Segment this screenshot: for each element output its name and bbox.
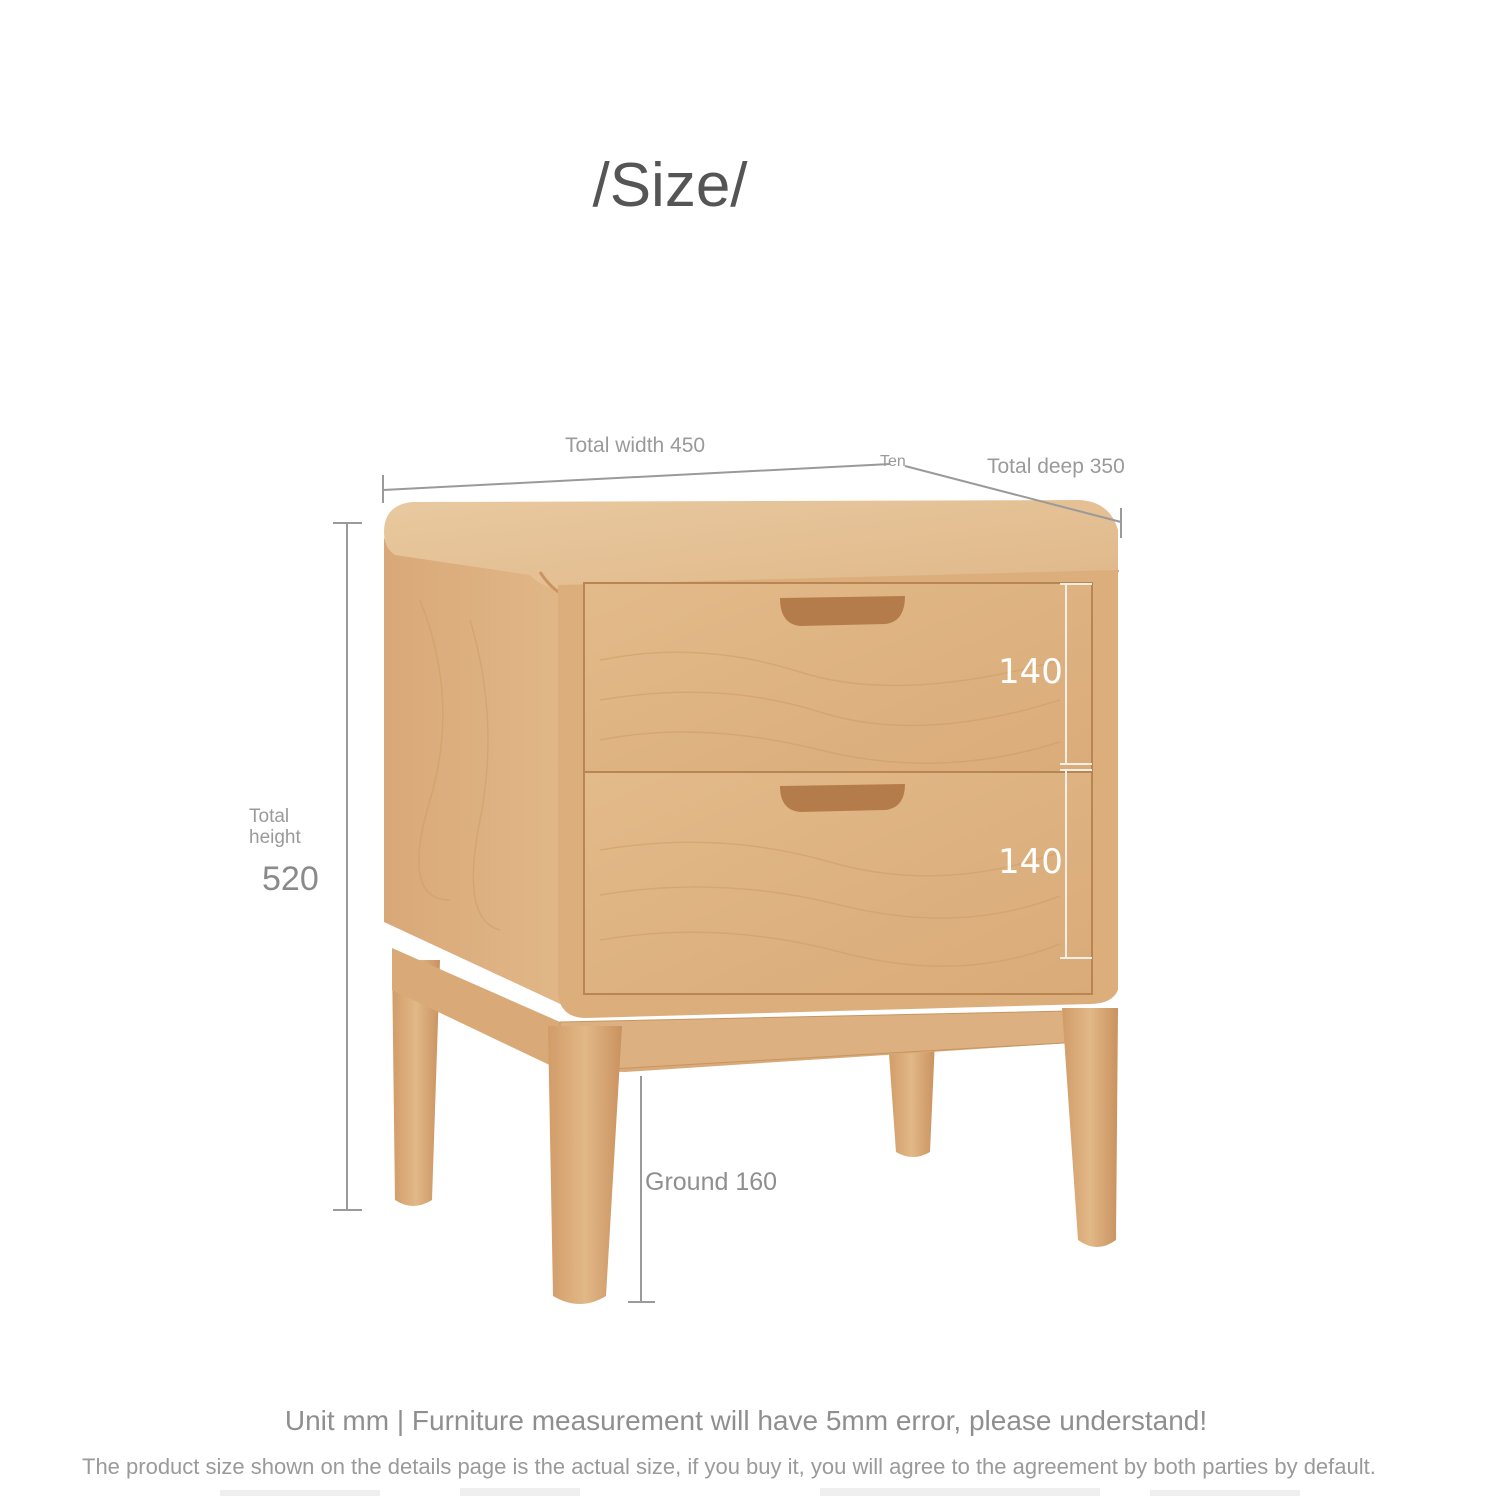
ten-label: Ten <box>880 453 906 470</box>
total-width-label: Total width 450 <box>565 434 706 457</box>
bottom-texture <box>220 1488 1300 1496</box>
cabinet-side <box>384 522 584 1006</box>
total-deep-label: Total deep 350 <box>987 455 1125 478</box>
drawer-2-handle <box>780 784 905 812</box>
unit-note: Unit mm | Furniture measurement will have 5mm error, please understand! <box>284 1405 1208 1436</box>
ground-clearance-label: Ground 160 <box>645 1168 778 1196</box>
drawer-1-height-label: 140 <box>998 652 1063 692</box>
page-title: /Size/ <box>592 151 748 220</box>
total-height-label: Total height <box>249 806 301 848</box>
base-rail-front <box>560 1010 1115 1072</box>
agreement-note: The product size shown on the details page is the actual size, if you buy it, you will agree to the agreement by both parties by default. <box>82 1454 1376 1479</box>
front-left-leg <box>548 1026 622 1304</box>
drawer-2-height-label: 140 <box>998 842 1063 882</box>
back-right-leg <box>888 1040 935 1157</box>
total-height-value: 520 <box>262 860 319 898</box>
front-right-leg <box>1062 1008 1118 1247</box>
drawer-1-handle <box>780 596 905 626</box>
